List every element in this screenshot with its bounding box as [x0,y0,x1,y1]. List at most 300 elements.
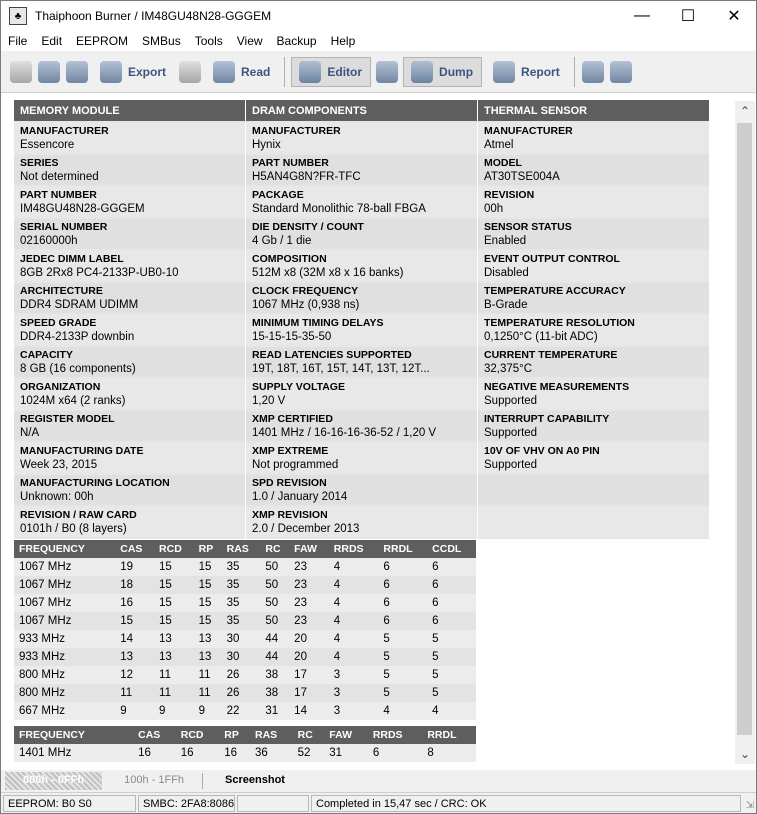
table-cell: 26 [222,684,261,702]
table-cell: 14 [115,630,154,648]
table-cell: 3 [329,666,379,684]
column-header: RAS [222,540,261,558]
field-value: 19T, 18T, 16T, 15T, 14T, 13T, 12T... [252,363,430,375]
field-label: MANUFACTURING LOCATION [20,477,170,489]
field-label: SUPPLY VOLTAGE [252,381,345,393]
field-label: XMP EXTREME [252,445,329,457]
tab-100h-1ffh[interactable]: 100h - 1FFh [124,774,185,786]
field-value: Not programmed [252,459,339,471]
field-label: EVENT OUTPUT CONTROL [484,253,620,265]
info-field [14,123,245,153]
table-cell: 13 [154,648,194,666]
table-cell: 23 [289,558,329,576]
table-cell: 11 [194,684,222,702]
field-label: SERIES [20,157,59,169]
column-header: RCD [176,726,220,744]
table-cell: 17 [289,684,329,702]
table-cell: 15 [154,594,194,612]
menu-bar [1,31,756,51]
report-button[interactable]: Report [486,57,568,87]
info-field [246,123,477,153]
field-value: AT30TSE004A [484,171,560,183]
field-value: 8 GB (16 components) [20,363,136,375]
table-cell: 4 [329,594,379,612]
field-value: IM48GU48N28-GGGEM [20,203,145,215]
table-cell: 5 [427,684,476,702]
info-field [246,251,477,281]
table-cell: 38 [260,684,289,702]
table-cell: 15 [194,558,222,576]
table-cell: 35 [222,576,261,594]
toolbar [1,51,756,93]
field-value: 1067 MHz (0,938 ns) [252,299,360,311]
column-header: FREQUENCY [14,540,115,558]
info-columns [14,100,710,539]
table-row [14,594,476,612]
window-title: Thaiphoon Burner / IM48GU48N28-GGGEM [35,9,272,23]
table-cell: 11 [115,684,154,702]
table-cell: 44 [260,648,289,666]
table-cell: 6 [427,558,476,576]
info-field [246,187,477,217]
column-header: RRDS [368,726,423,744]
app-logo-icon: ♣ [9,7,27,25]
field-label: REVISION [484,189,535,201]
field-value: Not determined [20,171,99,183]
info-field [246,315,477,345]
info-field [246,347,477,377]
table-cell: 15 [115,612,154,630]
field-label: SPEED GRADE [20,317,97,329]
memory-module-column [14,100,245,539]
table-cell: 800 MHz [14,666,115,684]
field-value: Enabled [484,235,527,247]
info-field [246,443,477,473]
field-label: XMP REVISION [252,509,328,521]
table-cell: 16 [133,744,176,762]
field-label: MANUFACTURER [484,125,573,137]
field-value: 512M x8 (32M x8 x 16 banks) [252,267,404,279]
table-cell: 36 [250,744,293,762]
table-cell: 4 [329,648,379,666]
close-button[interactable]: ✕ [727,8,741,25]
field-value: Supported [484,459,538,471]
settings-icon[interactable] [10,61,32,83]
table-cell: 15 [154,558,194,576]
export-icon [100,61,122,83]
field-label: READ LATENCIES SUPPORTED [252,349,412,361]
field-label: CURRENT TEMPERATURE [484,349,618,361]
table-cell: 11 [154,684,194,702]
table-row [14,630,476,648]
chip-icon[interactable] [582,61,604,83]
table-cell: 30 [222,648,261,666]
table-cell: 3 [329,684,379,702]
field-label: SENSOR STATUS [484,221,572,233]
table-cell: 26 [222,666,261,684]
status-eeprom: EEPROM: B0 S0 [3,795,136,812]
field-label: ARCHITECTURE [20,285,103,297]
field-label: XMP CERTIFIED [252,413,333,425]
table-cell: 6 [368,744,423,762]
table-cell: 23 [289,594,329,612]
table-cell: 15 [154,612,194,630]
column-header: RRDL [378,540,427,558]
table-header-row [14,540,476,558]
field-value: 15-15-15-35-50 [252,331,332,343]
field-value: DDR4-2133P downbin [20,331,135,343]
maximize-button[interactable]: ☐ [680,8,696,25]
menu-smbus[interactable]: SMBus [142,34,181,48]
table-cell: 17 [289,666,329,684]
table-cell: 23 [289,576,329,594]
column-header [125,726,133,744]
field-label: DIE DENSITY / COUNT [252,221,364,233]
field-label: REVISION / RAW CARD [20,509,137,521]
table-cell: 3 [329,702,379,720]
scroll-down-icon[interactable]: ⌄ [739,747,751,761]
field-label: MODEL [484,157,522,169]
table-cell: 5 [378,648,427,666]
field-label: NEGATIVE MEASUREMENTS [484,381,630,393]
column-header: RP [194,540,222,558]
info-field [478,411,709,441]
column-header: RAS [250,726,293,744]
table-cell: 13 [154,630,194,648]
table-cell: 16 [115,594,154,612]
table-cell: 11 [154,666,194,684]
field-value: Essencore [20,139,75,151]
field-value: 32,375°C [484,363,533,375]
field-label: MANUFACTURING DATE [20,445,144,457]
table-cell: 38 [260,666,289,684]
table-cell: 5 [378,666,427,684]
info-field [478,123,709,153]
column-header: MEMORY MODULE [14,100,245,121]
table-cell: 50 [260,594,289,612]
table-cell: 19 [115,558,154,576]
field-value: 1024M x64 (2 ranks) [20,395,126,407]
table-cell: 5 [427,666,476,684]
vertical-scrollbar[interactable] [735,101,755,764]
table-cell: 13 [115,648,154,666]
info-field [14,315,245,345]
table-cell: 9 [194,702,222,720]
table-cell: 1067 MHz [14,558,115,576]
field-value: Week 23, 2015 [20,459,98,471]
info-field [14,379,245,409]
column-header: FREQUENCY [14,726,125,744]
info-field [478,283,709,313]
info-field [14,251,245,281]
field-value: 1401 MHz / 16-16-16-36-52 / 1,20 V [252,427,437,439]
table-cell: 6 [427,612,476,630]
info-field [478,347,709,377]
status-smbc: SMBC: 2FA8:8086 [138,795,235,812]
table-cell: 15 [194,576,222,594]
table-cell: 16 [219,744,250,762]
field-value: 4 Gb / 1 die [252,235,312,247]
info-field [478,379,709,409]
field-value: H5AN4G8N?FR-TFC [252,171,361,183]
table-cell: 50 [260,558,289,576]
save-icon[interactable] [66,61,88,83]
field-label: PACKAGE [252,189,304,201]
table-cell: 1401 MHz [14,744,125,762]
toolbar-separator [284,57,285,87]
menu-view[interactable]: View [236,34,263,48]
table-cell: 15 [194,612,222,630]
column-header: CAS [115,540,154,558]
table-row [14,612,476,630]
column-header: RP [219,726,250,744]
scroll-thumb[interactable] [737,123,752,735]
status-message: Completed in 15,47 sec / CRC: OK [311,795,741,812]
table-cell: 18 [115,576,154,594]
editor-button[interactable]: Editor [291,57,371,87]
table-cell: 4 [427,702,476,720]
field-value: N/A [20,427,40,439]
info-field [14,283,245,313]
info-field [14,155,245,185]
menu-help[interactable]: Help [330,34,356,48]
table-cell: 15 [154,576,194,594]
column-header: THERMAL SENSOR [478,100,709,121]
status-empty [237,795,309,812]
table-cell: 13 [194,648,222,666]
field-value: Disabled [484,267,529,279]
menu-file[interactable]: File [8,34,28,48]
table-row [14,558,476,576]
menu-edit[interactable]: Edit [41,34,63,48]
table-row [14,666,476,684]
open-folder-icon[interactable] [38,61,60,83]
field-value: Supported [484,395,538,407]
info-field [246,411,477,441]
column-header: RRDS [329,540,379,558]
field-value: B-Grade [484,299,528,311]
field-value: Atmel [484,139,514,151]
table-cell: 933 MHz [14,648,115,666]
field-label: TEMPERATURE ACCURACY [484,285,626,297]
field-value: Hynix [252,139,281,151]
field-value: 02160000h [20,235,78,247]
lock-icon[interactable] [179,61,201,83]
info-field [478,443,709,473]
info-field [14,187,245,217]
info-field [14,219,245,249]
table-cell: 6 [427,576,476,594]
xmp-table [14,726,476,762]
field-value: Supported [484,427,538,439]
info-field [14,347,245,377]
table-cell: 23 [289,612,329,630]
table-row [14,744,476,762]
thermal-sensor-column [478,100,709,539]
column-header: RC [260,540,289,558]
report-icon [493,61,515,83]
table-cell: 5 [378,630,427,648]
spd-info-panel [1,94,735,770]
table-cell: 4 [378,702,427,720]
menu-tools[interactable]: Tools [194,34,223,48]
table-cell: 13 [194,630,222,648]
field-value: Unknown: 00h [20,491,94,503]
field-label: COMPOSITION [252,253,327,265]
tab-screenshot[interactable]: Screenshot [225,774,285,786]
info-field [478,475,709,505]
field-label: INTERRUPT CAPABILITY [484,413,610,425]
table-cell: 30 [222,630,261,648]
table-cell: 11 [194,666,222,684]
info-field [14,443,245,473]
tab-000h-0ffh[interactable]: 000h - 0FFh [5,772,102,790]
minimize-button[interactable]: — [634,7,650,24]
table-cell: 6 [378,612,427,630]
dram-components-column [246,100,477,539]
info-field [478,315,709,345]
wrench-icon[interactable] [376,61,398,83]
timings-table [14,540,476,720]
table-cell [125,744,133,762]
info-field [478,507,709,537]
table-cell: 35 [222,612,261,630]
info-field [246,155,477,185]
column-header: DRAM COMPONENTS [246,100,477,121]
table-cell: 20 [289,630,329,648]
read-button[interactable]: Read [206,57,278,87]
table-cell: 22 [222,702,261,720]
toolbar-separator [574,57,575,87]
field-label: REGISTER MODEL [20,413,115,425]
field-value: 2.0 / December 2013 [252,523,360,535]
info-field [246,379,477,409]
table-cell: 6 [378,558,427,576]
field-value: 00h [484,203,504,215]
table-cell: 4 [329,612,379,630]
info-field [478,251,709,281]
column-header: RRDL [422,726,476,744]
table-cell: 35 [222,558,261,576]
table-cell: 35 [222,594,261,612]
table-cell: 50 [260,612,289,630]
table-cell: 1067 MHz [14,576,115,594]
info-field [478,219,709,249]
field-value: DDR4 SDRAM UDIMM [20,299,139,311]
table-row [14,702,476,720]
status-bar [1,792,756,813]
field-value: 0,1250°C (11-bit ADC) [484,331,598,343]
title-bar [1,1,756,31]
export-button[interactable]: Export [93,57,174,87]
read-icon [213,61,235,83]
tab-separator [202,773,203,789]
table-cell: 5 [378,684,427,702]
table-cell: 52 [293,744,325,762]
field-label: CLOCK FREQUENCY [252,285,359,297]
field-label: PART NUMBER [20,189,97,201]
field-value: 1,20 V [252,395,286,407]
refresh-icon[interactable] [610,61,632,83]
field-label: TEMPERATURE RESOLUTION [484,317,635,329]
table-cell: 44 [260,630,289,648]
table-cell: 1067 MHz [14,594,115,612]
info-field [14,411,245,441]
field-label: JEDEC DIMM LABEL [20,253,124,265]
table-cell: 4 [329,576,379,594]
field-label: CAPACITY [20,349,73,361]
table-cell: 800 MHz [14,684,115,702]
table-cell: 9 [115,702,154,720]
table-cell: 50 [260,576,289,594]
table-cell: 667 MHz [14,702,115,720]
resize-grip-icon[interactable]: ⇲ [745,800,754,811]
table-cell: 31 [324,744,368,762]
editor-icon [299,61,321,83]
info-field [246,219,477,249]
table-header-row [14,726,476,744]
column-header: CCDL [427,540,476,558]
info-field [246,507,477,537]
column-header: RC [293,726,325,744]
info-field [14,475,245,505]
table-cell: 4 [329,558,379,576]
field-label: 10V OF VHV ON A0 PIN [484,445,600,457]
field-value: 8GB 2Rx8 PC4-2133P-UB0-10 [20,267,179,279]
menu-eeprom[interactable]: EEPROM [76,34,129,48]
column-header: FAW [289,540,329,558]
info-field [246,283,477,313]
info-field [478,187,709,217]
table-cell: 20 [289,648,329,666]
table-cell: 5 [427,630,476,648]
table-cell: 12 [115,666,154,684]
field-value: Standard Monolithic 78-ball FBGA [252,203,426,215]
table-cell: 6 [427,594,476,612]
field-label: SERIAL NUMBER [20,221,108,233]
field-label: MINIMUM TIMING DELAYS [252,317,384,329]
info-field [478,155,709,185]
table-cell: 16 [176,744,220,762]
info-field [14,507,245,537]
tab-bar [1,770,756,792]
scroll-up-icon[interactable]: ⌃ [739,104,751,118]
table-cell: 1067 MHz [14,612,115,630]
table-row [14,648,476,666]
field-value: 1.0 / January 2014 [252,491,348,503]
table-row [14,576,476,594]
dump-button[interactable]: Dump [403,57,482,87]
menu-backup[interactable]: Backup [276,34,317,48]
field-label: PART NUMBER [252,157,329,169]
dump-icon [411,61,433,83]
table-cell: 14 [289,702,329,720]
field-value: 0101h / B0 (8 layers) [20,523,127,535]
table-cell: 8 [422,744,476,762]
table-cell: 6 [378,576,427,594]
table-cell: 9 [154,702,194,720]
table-row [14,684,476,702]
table-cell: 4 [329,630,379,648]
column-header: FAW [324,726,368,744]
field-label: MANUFACTURER [20,125,109,137]
table-cell: 933 MHz [14,630,115,648]
field-label: ORGANIZATION [20,381,101,393]
column-header: RCD [154,540,194,558]
table-cell: 6 [378,594,427,612]
table-cell: 15 [194,594,222,612]
info-field [246,475,477,505]
